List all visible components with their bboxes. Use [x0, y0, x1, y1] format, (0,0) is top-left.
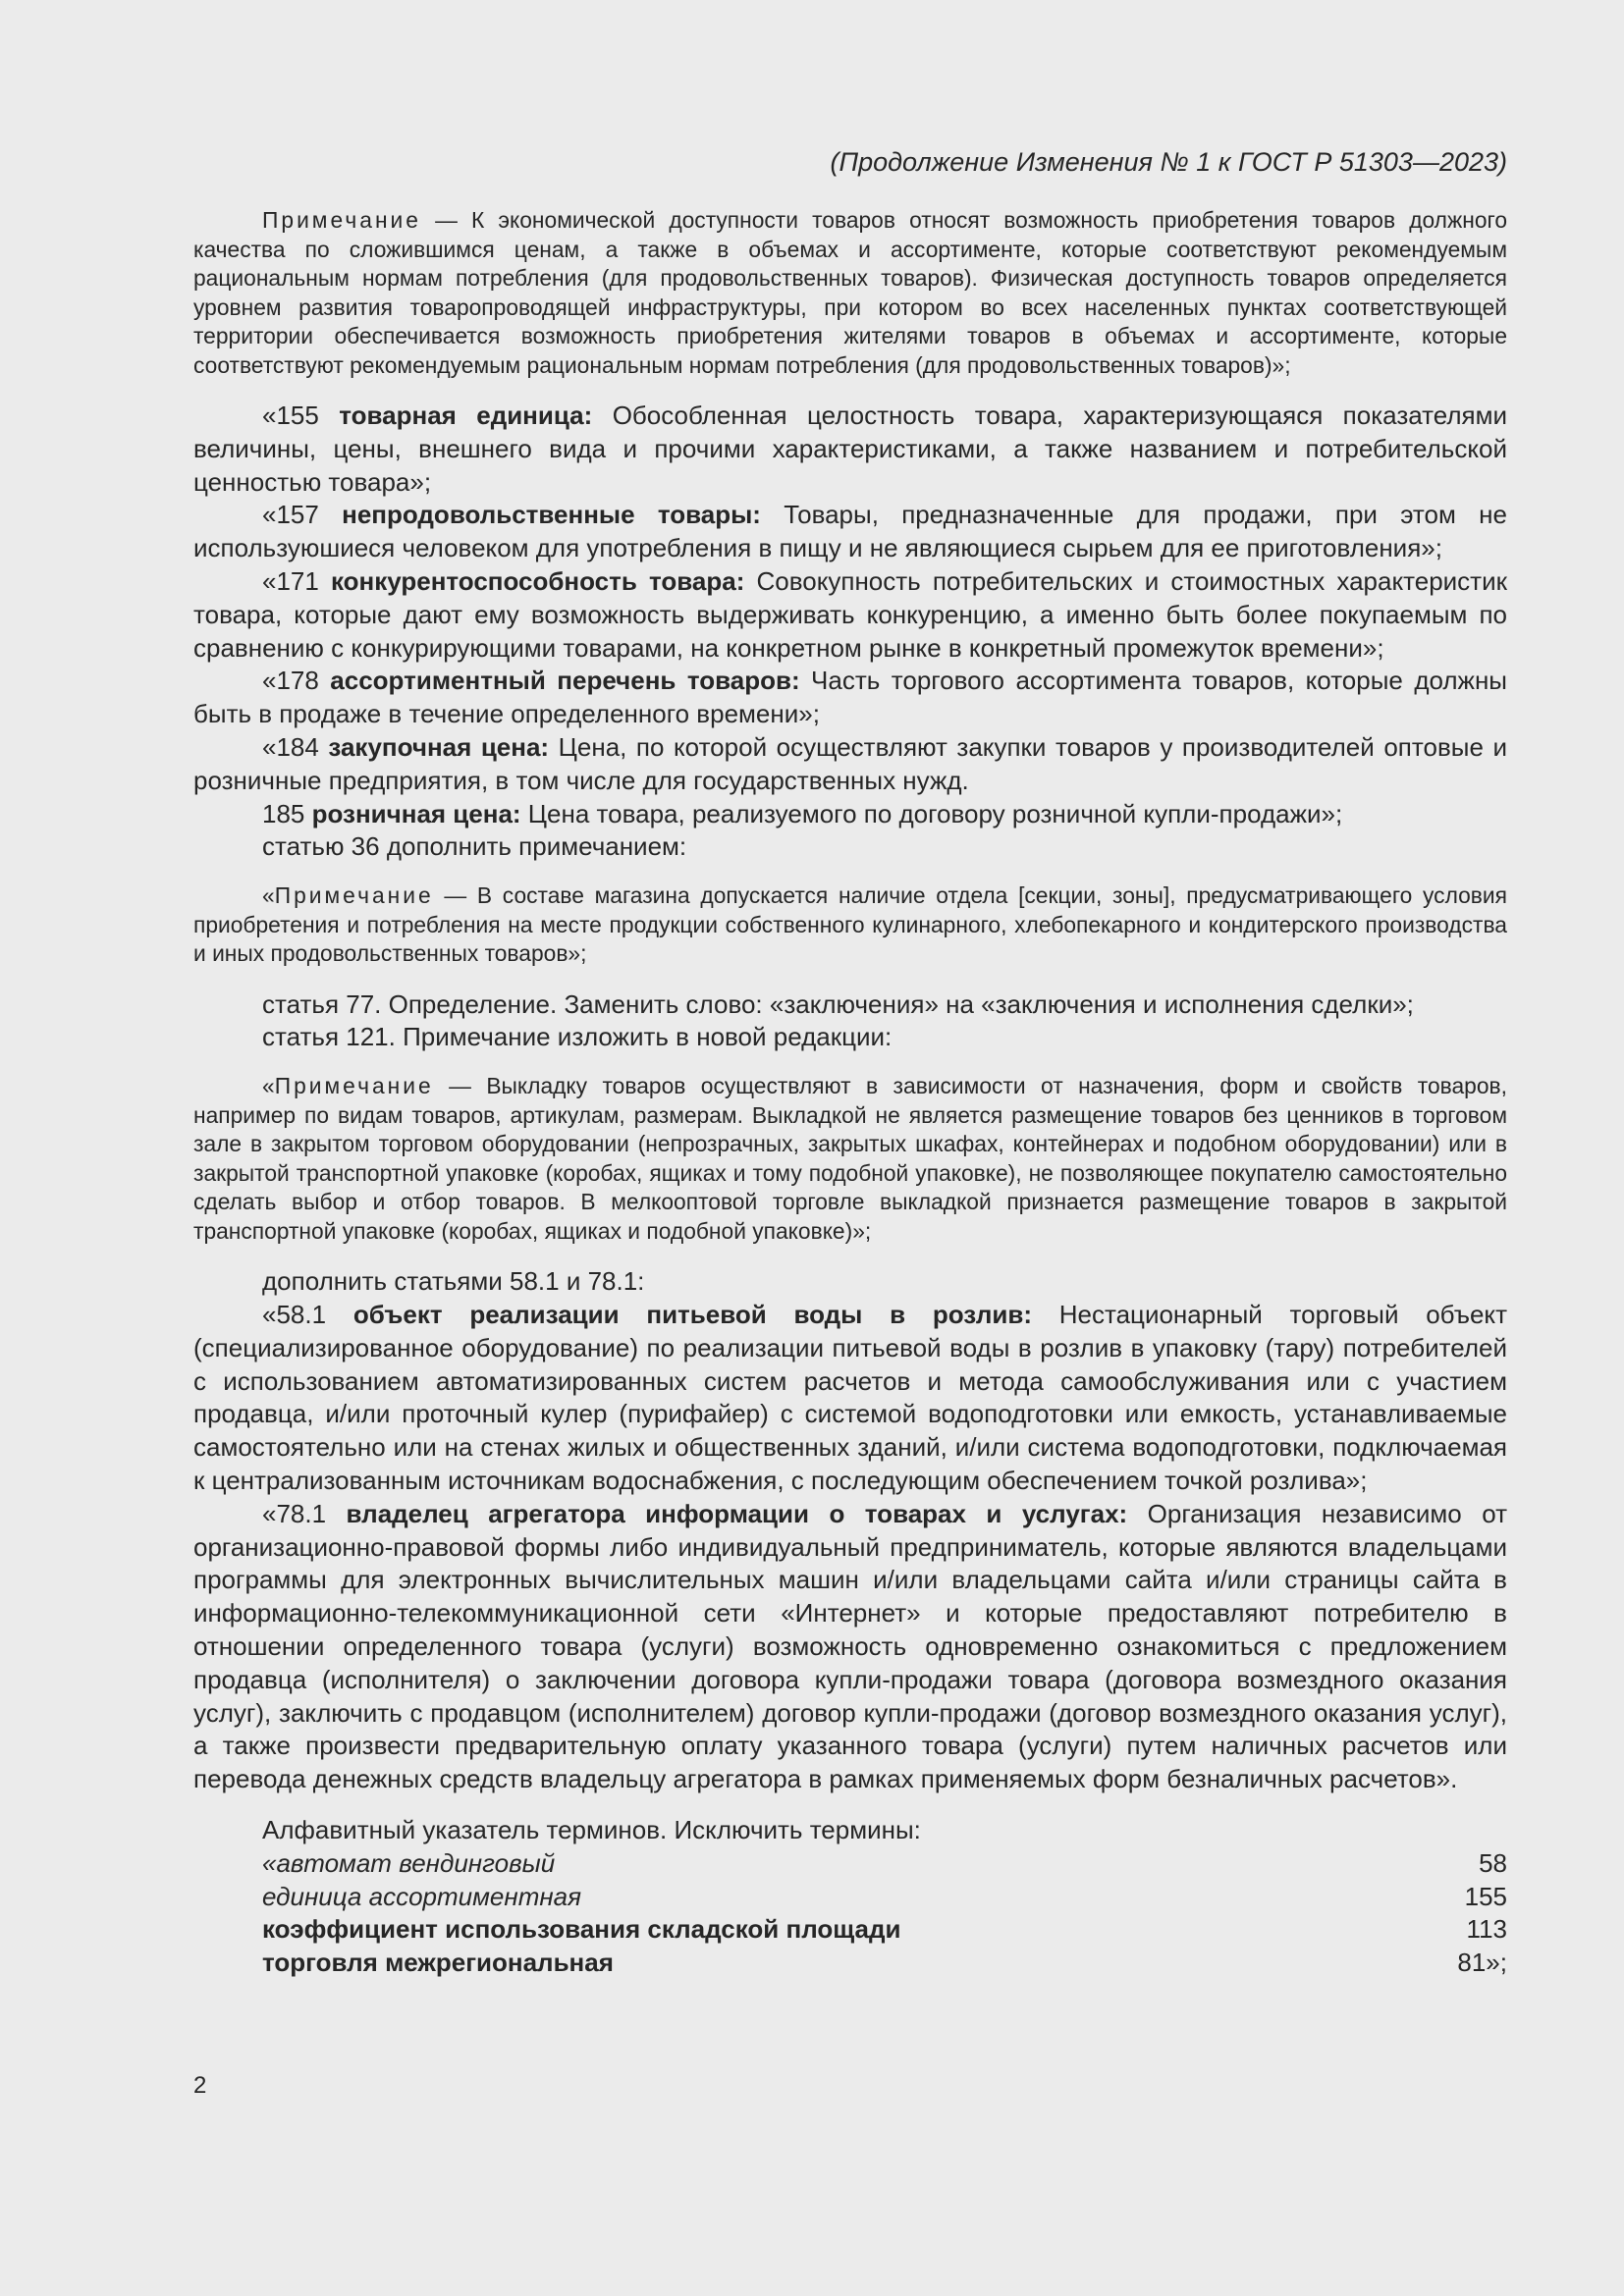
terms-block-2	[193, 1265, 1507, 1796]
term-entry	[193, 798, 1507, 831]
note-store-department	[193, 881, 1507, 969]
term-definition: Нестационарный торговый объект (специализированное оборудование) по реализации питьевой воды в розлив в упаковку (тару) потребителей с использованием автоматизированных систем расчетов и метода самообслуживания или с участием продавца, и/или проточный кулер (пурифайер) с системой водоподготовки или емкость, устанавливаемые самостоятельно или на стенах жилых и общественных зданий, и/или система водоподготовки, подключаемая к централизованным источникам водоснабжения, с последующим обеспечением точкой розлива»;	[193, 1300, 1507, 1496]
note-display-of-goods	[193, 1072, 1507, 1246]
document-page	[193, 145, 1507, 1980]
index-number: 58	[1479, 1847, 1507, 1878]
term-name: товарная единица:	[339, 400, 593, 430]
index-row	[193, 1947, 1507, 1980]
index-term: «автомат вендинговый	[262, 1847, 556, 1878]
quote-mark: «	[262, 1073, 275, 1099]
term-definition: Обособленная целостность товара, характеризующаяся показателями величины, цены, внешнего вида и прочими характеристиками, а также названием и потребительской ценностью товара»;	[193, 400, 1507, 497]
index-number: 81»;	[1457, 1948, 1507, 1978]
note-economic-availability	[193, 206, 1507, 380]
term-definition: Товары, предназначенные для продажи, при этом не используюшиеся человеком для употребления в пищу и не являющиеся сырьем для ее приготовления»;	[193, 500, 1507, 563]
term-number: «171	[262, 565, 331, 596]
note-text: — Выкладку товаров осуществляют в зависимости от назначения, форм и свойств товаров, например по видам товаров, артикулам, размерам. Выкладкой не является размещение товаров без ценников в торговом зале в закрытом торговом оборудовании (непрозрачных, закрытых шкафах, контейнерах и подобном оборудовании) или в закрытой транспортной упаковке (коробах, ящиках и тому подобной упаковке), не позволяющее покупателю самостоятельно сделать выбор и отбор товаров. В мелкооптовой торговле выкладкой признается размещение товаров в закрытой транспортной упаковке (коробах, ящиках и подобной упаковке)»;	[193, 1073, 1507, 1244]
term-entry	[193, 1498, 1507, 1796]
articles-block	[193, 988, 1507, 1055]
term-entry	[193, 565, 1507, 665]
term-name: владелец агрегатора информации о товарах и услугах:	[346, 1498, 1128, 1528]
note-label: Примечание	[274, 1073, 434, 1099]
term-number: «155	[262, 400, 340, 430]
index-row	[193, 1847, 1507, 1881]
term-number: «58.1	[262, 1300, 353, 1330]
term-name: розничная цена:	[311, 798, 521, 828]
term-entry	[193, 1299, 1507, 1498]
index-term: торговля межрегиональная	[262, 1948, 614, 1978]
terms-block-1	[193, 400, 1507, 864]
article-36-intro: статью 36 дополнить примечанием:	[262, 831, 687, 862]
term-number: «184	[262, 731, 329, 762]
article-77: статья 77. Определение. Заменить слово: «заключения» на «заключения и исполнения сделки»;	[262, 988, 1414, 1019]
term-number: «157	[262, 500, 343, 530]
index-number: 113	[1466, 1914, 1507, 1945]
term-definition: Цена, по которой осуществляют закупки товаров у производителей оптовые и розничные предприятия, в том числе для государственных нужд.	[193, 731, 1507, 795]
alphabetical-index-block	[193, 1814, 1507, 1980]
term-name: закупочная цена:	[328, 731, 550, 762]
document-header: (Продолжение Изменения № 1 к ГОСТ Р 51303—2023)	[830, 147, 1507, 177]
term-definition: Совокупность потребительских и стоимостных характеристик товара, которые дают ему возможность выдерживать конкуренцию, а именно быть более покупаемым по сравнению с конкурирующими товарами, на конкретном рынке в конкретный промежуток времени»;	[193, 565, 1507, 663]
index-term: единица ассортиментная	[262, 1881, 582, 1911]
term-name: непродовольственные товары:	[342, 500, 761, 530]
index-row	[193, 1913, 1507, 1947]
term-entry	[193, 665, 1507, 731]
term-definition: Организация независимо от организационно-правовой формы либо индивидуальный предприниматель, которые являются владельцами программы для электронных вычислительных машин и/или владельцами сайта и/или страницы сайта в информационно-телекоммуникационной сети «Интернет» и которые предоставляют потребителю в отношении определенного товара (услуги) возможность одновременно ознакомиться с предложением продавца (исполнителя) о заключении договора купли-продажи товара (договора возмездного оказания услуг), заключить с продавцом (исполнителем) договор купли-продажи (договор возмездного оказания услуг), а также произвести предварительную оплату указанного товара (услуги) путем наличных расчетов или перевода денежных средств владельцу агрегатора в рамках применяемых форм безналичных расчетов».	[193, 1498, 1507, 1794]
page-number: 2	[193, 2072, 207, 2099]
quote-mark: «	[262, 882, 275, 909]
term-name: ассортиментный перечень товаров:	[330, 666, 800, 696]
index-number: 155	[1464, 1881, 1507, 1911]
term-entry	[193, 731, 1507, 798]
article-121: статья 121. Примечание изложить в новой редакции:	[262, 1022, 893, 1052]
add-articles-intro: дополнить статьями 58.1 и 78.1:	[262, 1266, 645, 1297]
term-entry	[193, 499, 1507, 565]
term-number: 185	[262, 798, 312, 828]
note-text: — В составе магазина допускается наличие отдела [секции, зоны], предусматривающего условия приобретения и потребления на месте продукции собственного кулинарного, хлебопекарного и кондитерского производства и иных продовольственных товаров»;	[193, 882, 1507, 967]
term-definition: Цена товара, реализуемого по договору розничной купли-продажи»;	[520, 798, 1343, 828]
index-term: коэффициент использования складской площади	[262, 1914, 901, 1945]
index-row	[193, 1881, 1507, 1914]
note-label: Примечание	[262, 207, 421, 233]
term-definition: Часть торгового ассортимента товаров, которые должны быть в продаже в течение определенного времени»;	[193, 666, 1507, 729]
term-entry	[193, 400, 1507, 499]
note-label: Примечание	[274, 882, 434, 909]
term-name: объект реализации питьевой воды в розлив:	[352, 1300, 1032, 1330]
term-number: «178	[262, 666, 331, 696]
index-intro: Алфавитный указатель терминов. Исключить термины:	[262, 1815, 921, 1844]
term-number: «78.1	[262, 1498, 347, 1528]
term-name: конкурентоспособность товара:	[330, 565, 745, 596]
note-text: — К экономической доступности товаров относят возможность приобретения товаров должного качества по сложившимся ценам, а также в объемах и ассортименте, которые соответствуют рекомендуемым рациональным нормам потребления (для продовольственных товаров). Физическая доступность товаров определяется уровнем развития товаропроводящей инфраструктуры, при котором во всех населенных пунктах соответствующей территории обеспечивается возможность приобретения жителями товаров в объемах и ассортименте, которые соответствуют рекомендуемым рациональным нормам потребления (для продовольственных товаров)»;	[193, 207, 1507, 378]
